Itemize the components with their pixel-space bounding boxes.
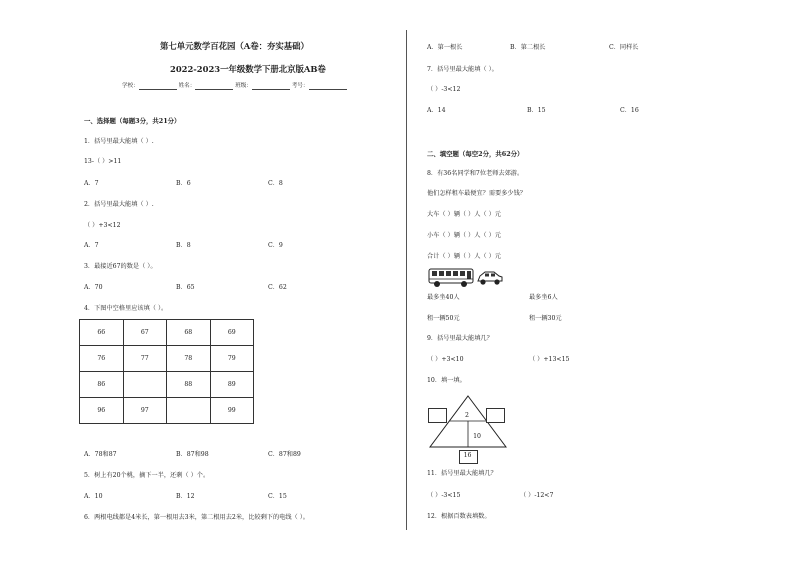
grid-cell: 78 [167,346,211,372]
q4-text: 4．下图中空格里应该填（ ）。 [84,305,168,312]
q11-text: 11．括号里最大能填几？ [427,470,497,477]
column-divider [406,30,407,530]
triangle-bottom-number: 16 [463,452,472,459]
car-price: 租一辆30元 [529,315,562,322]
q11-expr-2[interactable]: （ ）-12<7 [520,492,554,499]
grid-cell: 79 [210,346,254,372]
car-icon [478,272,502,285]
q9-expr-1[interactable]: （ ）+3<10 [427,356,464,363]
bus-icon [429,269,473,287]
triangle-top-number: 2 [465,412,469,419]
triangle-right-number: 10 [473,433,481,440]
q1-option-c[interactable]: C．8 [268,180,283,187]
grid-cell: 69 [210,320,254,346]
q3-text: 3．最接近67的数是（ ）。 [84,263,157,270]
q6-option-b[interactable]: B．第二根长 [510,44,546,51]
q5-text: 5．树上有20个桃，摘下一半，还剩（ ）个。 [84,472,210,479]
school-blank[interactable] [139,83,177,90]
grid-cell: 76 [80,346,124,372]
class-label: 班级： [235,83,252,89]
grid-row [80,346,254,372]
q7-expr: （ ）-3<12 [427,86,461,93]
bus-capacity: 最多坐40人 [427,294,460,301]
q7-option-c[interactable]: C．16 [620,107,639,114]
q8-text: 8．有36名同学和7位老师去郊游。 [427,170,524,177]
q9-text: 9．括号里最大能填几？ [427,335,493,342]
grid-cell: 68 [167,320,211,346]
exam-no-label: 考号： [291,83,309,89]
hundred-grid [79,319,254,424]
q4-option-c[interactable]: C．87和89 [268,451,301,458]
q6-option-c[interactable]: C．同样长 [609,44,639,51]
page-subtitle: 2022-2023一年级数学下册北京版AB卷 [170,64,326,74]
grid-cell: 86 [80,372,124,398]
q1-expr: 13-（ ）>11 [84,158,122,165]
q3-option-b[interactable]: B．65 [176,284,195,291]
student-info-line [122,82,347,90]
grid-row [80,398,254,424]
grid-cell: 96 [80,398,124,424]
grid-cell: 66 [80,320,124,346]
exam-no-blank[interactable] [309,83,347,90]
school-label: 学校： [122,83,139,89]
q12-text: 12．根据百数表填数。 [427,513,491,520]
vehicles-illustration [428,266,504,288]
name-label: 姓名： [178,83,196,89]
q2-text: 2．括号里最大能填（ ）. [84,201,154,208]
q9-expr-2[interactable]: （ ）+13<15 [529,356,570,363]
q6-text: 6．两根电线都是4米长，第一根用去3米，第二根用去2米，比较剩下的电线（ ）。 [84,514,309,521]
class-blank[interactable] [252,83,290,90]
bus-price: 租一辆50元 [427,315,460,322]
q4-option-a[interactable]: A．78和87 [84,451,117,458]
q1-option-b[interactable]: B．6 [176,180,191,187]
q1-text: 1．括号里最大能填（ ）. [84,138,154,145]
q4-option-b[interactable]: B．87和98 [176,451,209,458]
grid-cell: 77 [123,346,167,372]
q7-text: 7．括号里最大能填（ ）。 [427,66,498,73]
grid-cell: 97 [123,398,167,424]
grid-blank-cell[interactable] [167,398,211,424]
grid-row [80,320,254,346]
grid-blank-cell[interactable] [123,372,167,398]
q6-option-a[interactable]: A．第一根长 [427,44,463,51]
q7-option-b[interactable]: B．15 [527,107,546,114]
q8-row-total[interactable]: 合计（ ）辆（ ）人（ ）元 [427,253,501,260]
q3-option-c[interactable]: C．62 [268,284,287,291]
q8-row-small-car[interactable]: 小车（ ）辆（ ）人（ ）元 [427,232,501,239]
answer-box-right[interactable] [486,408,505,423]
q8-question: 他们怎样租车最便宜？需要多少钱？ [427,190,526,197]
q11-expr-1[interactable]: （ ）-3<15 [427,492,461,499]
q2-option-b[interactable]: B．8 [176,242,191,249]
page-title: 第七单元数学百花园（A卷：夯实基础） [160,41,309,51]
grid-cell: 89 [210,372,254,398]
car-capacity: 最多坐6人 [529,294,558,301]
q2-option-c[interactable]: C．9 [268,242,283,249]
q2-option-a[interactable]: A．7 [84,242,99,249]
q5-option-b[interactable]: B．12 [176,493,195,500]
q8-row-big-bus[interactable]: 大车（ ）辆（ ）人（ ）元 [427,211,501,218]
q7-option-a[interactable]: A．14 [427,107,446,114]
q1-option-a[interactable]: A．7 [84,180,99,187]
q3-option-a[interactable]: A．70 [84,284,103,291]
grid-row [80,372,254,398]
name-blank[interactable] [195,83,233,90]
grid-cell: 88 [167,372,211,398]
q2-expr: （ ）+3<12 [84,222,121,229]
q5-option-a[interactable]: A．10 [84,493,103,500]
q10-text: 10．填一填。 [427,377,466,384]
grid-cell: 99 [210,398,254,424]
q5-option-c[interactable]: C．15 [268,493,287,500]
section-choice-heading: 一、选择题（每题3分，共21分） [84,117,181,125]
grid-cell: 67 [123,320,167,346]
answer-box-left[interactable] [428,408,447,423]
section-fill-heading: 二、填空题（每空2分，共62分） [427,150,524,158]
